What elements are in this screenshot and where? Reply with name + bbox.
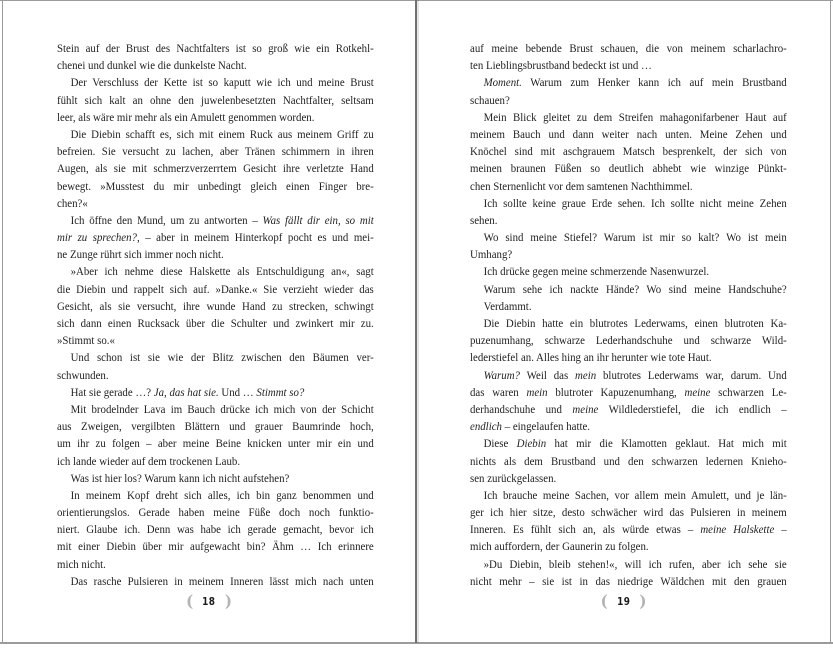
text-line: sich dann einen Rucksack über die Schulter und zwinkert mir zu. [57,316,374,330]
text-line: Mein Blick gleitet zu dem Streifen mahagonifarbener Haut auf [483,109,787,124]
text-line: chen Sternenlicht vor dem samtenen Nachthimmel. [470,178,693,193]
text-line: ten Lieblingsbrustband bedeckt ist und … [470,58,652,73]
ornament-open-icon: ( [186,591,194,611]
text-line: Hat sie gerade …? Ja, das hat sie. Und … Stimmt so? [70,384,305,399]
ornament-close-icon: ) [639,591,647,611]
text-line: Warum? Weil das mein blutrotes Lederwams war, darum. Und [483,367,787,382]
page-number: 18 [202,595,216,608]
text-line: leer, als wäre mir mehr als ein Amulett genommen worden. [57,109,315,124]
page-text [470,40,787,590]
ornament-open-icon: ( [600,591,608,611]
text-line: Warum sehe ich nackte Hände? Wo sind meine Handschuhe? [483,281,787,296]
text-line: bewegt. »Musstest du mir unbedingt gleich einen Finger bre- [57,178,374,193]
text-line: »Stimmt so.« [57,333,115,348]
text-line: mit einer Diebin über mir aufgewacht bin? Ähm … Ich erinnere [57,539,374,554]
text-line: mir zu sprechen?, – aber in meinem Hinterkopf pocht es und mei- [57,230,374,245]
text-line: Diese Diebin hat mir die Klamotten geklaut. Hat mich mit [483,436,787,451]
text-line: befreien. Sie versucht zu lachen, aber Tränen schimmern in ihren [57,144,374,159]
text-line: aus Zweigen, vergilbten Blättern und grauer Baumrinde hoch, [57,419,374,434]
text-line: Knöchel sind mit aschgrauem Matsch besprenkelt, der sich von [470,144,787,159]
text-line: »Aber ich nehme diese Halskette als Entschuldigung an«, sagt [70,264,374,279]
text-line: schauen? [470,92,510,107]
text-line: lederstiefel an. Alles hing an ihr herunter wie tote Haut. [470,350,712,365]
text-line: mich auffordern, der Gaunerin zu folgen. [470,539,649,554]
page-number-row [417,591,830,611]
text-line: Ich sollte keine graue Erde sehen. Ich sollte nicht meine Zehen [483,195,787,210]
text-line: Der Verschluss der Kette ist so kaputt wie ich und meine Brust [70,75,374,90]
scan-border-right [830,0,831,644]
text-line: orientierungslos. Gerade haben meine Füße doch noch funktio- [57,505,374,520]
text-line: Die Diebin hatte ein blutrotes Lederwams, einen blutroten Ka- [483,316,787,330]
text-line: sen zurückgelassen. [470,470,557,485]
text-line: niert. Glaube ich. Denn was habe ich gerade gemacht, bevor ich [57,522,374,537]
text-line: ne Zunge rührt sich immer noch nicht. [57,247,224,262]
page-right [417,0,830,643]
text-line: Wo sind meine Stiefel? Warum ist mir so kalt? Wo ist mein [483,230,787,245]
text-line: Verdammt. [483,298,532,313]
text-line: Mit brodelnder Lava im Bauch drücke ich mich von der Schicht [70,401,374,416]
text-line: Augen, als sie mit schmerzverzerrtem Gesicht ihre verletzte Hand [57,161,374,176]
text-line: Die Diebin schafft es, sich mit einem Ruck aus meinem Griff zu [70,126,374,141]
text-line: Stein auf der Brust des Nachtfalters ist so groß wie ein Rotkehl- [57,41,374,55]
page-number-row [3,591,415,611]
ornament-close-icon: ) [224,591,232,611]
page-left [3,0,415,643]
page-text [57,40,374,590]
text-line: endlich – eingelaufen hatte. [470,419,591,434]
text-line: Ich brauche meine Sachen, vor allem mein Amulett, und je län- [483,487,787,502]
text-line: Inneren. Es fühlt sich an, als würde etwas – meine Halskette – [470,522,787,537]
text-line: meinem Bauch und dann weiter nach unten. Meine Zehen und [470,126,787,141]
text-line: die Diebin und rappelt sich auf. »Danke.« Sie verzieht wieder das [57,281,374,296]
text-line: In meinem Kopf dreht sich alles, ich bin ganz benommen und [70,487,374,502]
text-line: Was ist hier los? Warum kann ich nicht aufstehen? [70,470,290,485]
text-line: chen?« [57,195,88,210]
text-line: derhandschuhe und meine Wildlederstiefel, die ich endlich – [470,401,787,416]
text-line: chenei und dunkel wie die dunkelste Nacht. [57,58,247,73]
text-line: Gesicht, als sie versucht, ihre wunde Hand zu strecken, schwingt [57,298,374,313]
text-line: um ihr zu folgen – aber meine Beine knicken unter mir ein und [57,436,374,451]
text-line: nicht mehr – sie ist in das niedrige Wäldchen mit den grauen [470,573,787,588]
text-line: das waren mein blutroter Kapuzenumhang, meine schwarzen Le- [470,384,787,399]
text-line: »Du Diebin, bleib stehen!«, will ich rufen, aber ich sehe sie [483,556,787,571]
text-line: Ich drücke gegen meine schmerzende Nasenwurzel. [483,264,710,279]
text-line: schwunden. [57,367,109,382]
text-line: sehen. [470,212,498,227]
text-line: ich lande wieder auf dem trockenen Laub. [57,453,241,468]
text-line: Das rasche Pulsieren in meinem Inneren lässt mich nach unten [70,573,374,588]
text-line: fühlt sich kalt an ohne den juwelenbesetzten Nachtfalter, seltsam [57,92,374,107]
text-line: puzenumhang, schwarze Lederhandschuhe und schwarze Wild- [470,333,787,348]
page-number: 19 [616,595,631,608]
text-line: mich nicht. [57,556,106,571]
text-line: Umhang? [470,247,513,262]
text-line: Ich öffne den Mund, um zu antworten – Was fällt dir ein, so mit [70,212,374,227]
text-line: auf meine bebende Brust schauen, die von meinem scharlachro- [470,41,787,55]
text-line: ger ich hier sitze, desto schwächer wird das Pulsieren in meinem [470,505,787,520]
text-line: nichts als dem Brustband und den schwarzen ledernen Knieho- [470,453,787,468]
text-line: meinen braunen Füßen so deutlich abhebt wie winzige Pünkt- [470,161,787,176]
text-line: Moment. Warum zum Henker kann ich auf mein Brustband [483,75,787,90]
text-line: Und schon ist sie wie der Blitz zwischen den Bäumen ver- [70,350,374,365]
